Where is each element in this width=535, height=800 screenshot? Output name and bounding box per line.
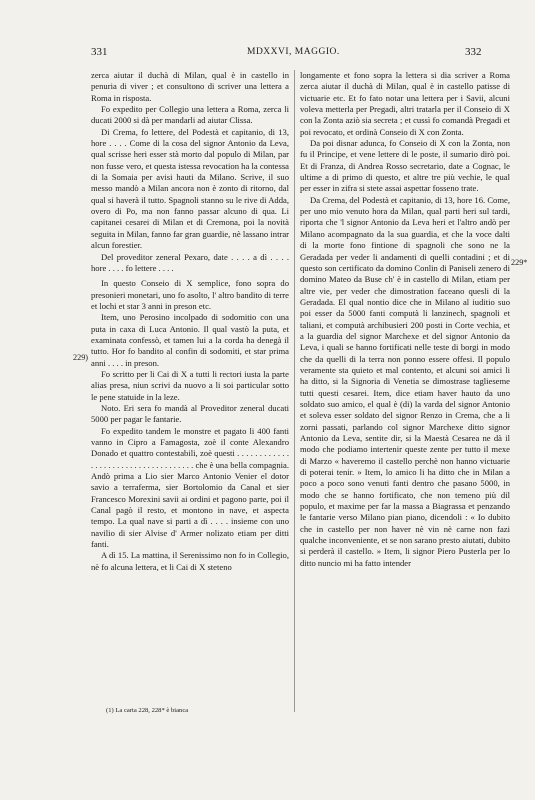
margin-note-right: 229* bbox=[511, 258, 528, 267]
right-column bbox=[300, 70, 510, 569]
page-number-left: 331 bbox=[91, 46, 108, 58]
paragraph: Di Crema, fo lettere, del Podestà et capitanio, di 13, hore . . . . Come di la cosa del signor Antonio da Leva, qual scrisse heri esser stà morto dal populo di Milan, par non fusse vero, et questa istessa revocation ha la contessa di la Somaia per avisi hauti da Milano. Scrive, il suo messo mandò a Milan ancora non è zonto di ritorno, dal qual si haverà il tutto. Spagnoli stanno su le rive di Adda, overo di Po, ma non fanno passar alcuno di qua. Li capitanei cesarei di Milan et di Cremona, poi la novità seguita in Milan, fanno far gran guardie, nè lassano intrar alcun forestier. bbox=[91, 126, 289, 251]
paragraph: longamente et fono sopra la lettera si dia scriver a Roma zerca aiutar il duchà di Milan, qual è in castello patisse di victuarie etc. Et fo fato notar una lettera per i Savii, alcuni voleva metterla per Pregadi, altri tratarla per il Conseio di X con la Zonta aziò sia secreta ; et cussì fo comandà Pregadi et poi revocato, et ordinà Conseio di X con Zonta. bbox=[300, 70, 510, 137]
paragraph: In questo Conseio di X semplice, fono sopra do presonieri monetari, uno fo asolto, l' altro bandito di terre et lochi et star 3 anni in preson etc. bbox=[91, 278, 289, 311]
paragraph: Fo scritto per li Cai di X a tutti li rectori iusta la parte alias presa, niun scrivi da nuovo a li soi particular sotto le pene statuide in la leze. bbox=[91, 368, 289, 402]
page-number-right: 332 bbox=[465, 46, 482, 58]
column-divider bbox=[294, 70, 295, 712]
paragraph: Fo expedito per Collegio una lettera a Roma, zerca li ducati 2000 si dà per mandarli ad aiutar Clissa. bbox=[91, 104, 289, 126]
page-header bbox=[0, 46, 535, 60]
paragraph: zerca aiutar il duchà di Milan, qual è in castello in penuria di viver ; et consultono di scriver una lettera a Roma in risposta. bbox=[91, 70, 289, 103]
paragraph: Del proveditor zeneral Pexaro, date . . . . a dì . . . . hore . . . . fo lettere . . . . bbox=[91, 251, 289, 273]
left-column bbox=[91, 70, 289, 573]
running-title: MDXXVI, MAGGIO. bbox=[247, 47, 340, 57]
paragraph: Da poi disnar adunca, fo Conseio di X con la Zonta, non fu il Principe, et vene lettere di le poste, il sumario dirò poi. Et di Franza, di Andrea Rosso secretario, date a Cognac, le ultime a di primo di questo, et altre tre più vechie, le qual per esser in zifra si stete assai aspettar fosseno trate. bbox=[300, 138, 510, 194]
paragraph: A dì 15. La mattina, il Serenissimo non fo in Collegio, nè fo alcuna lettera, et li Cai di X steteno bbox=[91, 550, 289, 572]
paragraph: Fo expedito tandem le monstre et pagato li 400 fanti vanno in Cipro a Famagosta, zoè il conte Alexandro Donado et quattro contestabili, zoè questi . . . . . . . . . . . . . . . . . . . . . . . . . . . . . . . . . . . . che è una bella compagnia. Andò prima a Lio sier Marco Antonio Venier el dotor savio a terraferma, sier Bortolomio da Canal et sier Francesco Morexini savii ai ordini et pagono parte, poi il Canal pagò il resto, et montono in nave, et aspecta tempo. La qual nave si parti a dì . . . . insieme con uno navilio di sier Alvise d' Armer nolizato etiam per ditti fanti. bbox=[91, 425, 289, 550]
paragraph: Da Crema, del Podestà et capitanio, di 13, hore 16. Come, per uno mio venuto hora da Milan, qual parti heri sul tardi, riporta che 'l signor Antonio da Leva heri et l'altro andò per Milano acompagnato da la sua guardia, et che la voce dalti di la morte fono fintione di spagnoli che sono ne la Geradada per veder li andamenti di quelli contadini ; et di questo son certificato da domino Conlin di Paniseli zenero di domino Mateo da Buse ch' è in castello di Milan, etiam per altre vie, per veder che dimostration faceano quesli di la Geradada. El qual nontio dice che in Milano al iuditio suo poi esser da 5000 fanti computà li lanzinech, spagnoli et taliani, et computà archibusieri 200 posti in Corte vechia, et a la guardia del signor Marchexe et del signor Antonio da Leva, i quali se hanno fortificati nelle teste di borgi in modo che da quelli di la terra non ponno essere offesi. Il populo veramente sta quieto et mal contento, et alcuni soi amici li ha ditto, si la Signoria di Venetia se dimostrase taglieseme tutti questi cesarei. Item, dice etiam haver hauto da uno soldato suo amico, el qual è (di) la varda del signor Antonio et soleva esser soldato del signor Renzo in Crema, che a li zorni passati, parlando col signor Marchexe ditto signor Antonio da Leva, sentite dir, si la Maestà Cesarea ne dà il modo che podiamo intertenir queste zente per tutto il mexe di Marzo « haveremo il castello perchè non hanno victuarie di poterai tenir. » Item, lo amico li ha ditto che in Milan a poco a poco sono venuti fanti dentro che pasano 5000, in modo che se hanno fortificato, che non temeno più dil populo, et maxime per far la massa a Biagrassa et penzando le fantarie verso Milano pian piano, dicendoli : « Io dubito che in castello per non haver nè vin nè carne non fazi qualche inconveniente, et se non sarano presto aiutati, dubito si perderà il castello. » Item, li signor Piero Pusterla per lo ditto nuncio mi ha fatto intender bbox=[300, 194, 510, 568]
margin-note-left: 229) bbox=[73, 353, 89, 362]
paragraph: Item, uno Perosino incolpado di sodomitio con una puta in caxa di Luca Antonio. Il qual vastò la puta, et examinata confessò, et tamen lui a la corda ha denegà il tutto. Hor fo bandito al confin di sodomiti, et star prima anni . . . . in preson. bbox=[91, 312, 289, 368]
paragraph: Noto. Eri sera fo mandà al Proveditor zeneral ducati 5000 per pagar le fantarie. bbox=[91, 402, 289, 425]
footnote: (1) La carta 228, 228* è bianca bbox=[106, 707, 189, 714]
